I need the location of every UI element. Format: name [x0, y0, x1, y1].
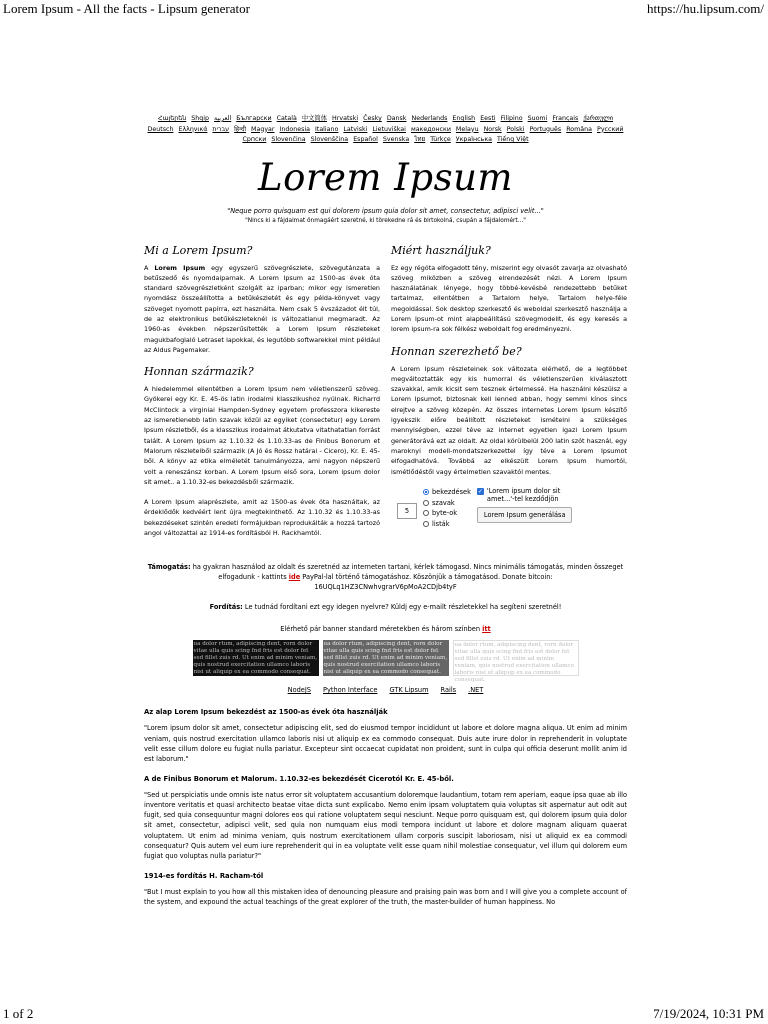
- quote: "Neque porro quisquam est qui dolorem ipsum quia dolor sit amet, consectetur, adipisci velit...": [227, 206, 544, 215]
- right-column: [391, 244, 627, 549]
- left-column: [144, 244, 380, 549]
- language-link[interactable]: Српски: [242, 136, 267, 143]
- page-content: [144, 114, 627, 917]
- language-link[interactable]: Español: [353, 136, 378, 143]
- banner-gray[interactable]: ua dolor rtum, adipiscing dent, rorn dolor vitae ulla quis scing fnd fris est dolor fet sed fillst zuis rd. Ut enim ad minim veniam, quis nostrud exercitation ullamco laboris nisi ut aliquip ex ea commodo consequat.: [323, 641, 448, 676]
- language-link[interactable]: ქართული: [583, 115, 614, 122]
- language-link[interactable]: हिन्दी: [234, 125, 247, 133]
- origin-text-1: A hiedelemmel ellentétben a Lorem Ipsum nem véletlenszerű szöveg. Gyökerei egy Kr. E. 45-ös latin irodalmi klasszikushoz nyúlnak. Richarrd McClintock a virginiai Hampden-Sydney egyetem professzora kikereste az ismeretlenebb latin szavak közül az egyiket (consectetur) egy Lorem Ipsum részletből, és a klasszikus irodalmat átkutatva vitathatatlan forrást talált. A Lorem Ipsum az 1.10.32 és 1.10.33-as de Finibus Bonorum et Malorum részleteiből származik (A Jó és Rossz határai - Cicero), Kr. E. 45-ből. A könyv az etika elméletét tanulmányozza, ami nagyon népszerű volt a reneszánsz korban. A Lorem Ipsum első sora, Lorem ipsum dolor sit amet.. a 1.10.32-es bekezdésből származik.: [144, 385, 380, 486]
- language-link[interactable]: Norsk: [483, 125, 502, 133]
- language-link[interactable]: Magyar: [251, 125, 275, 133]
- banner-light[interactable]: ua dolor rtum, adipiscing dent, rorn dolor vitae ulla quis scing fnd fris est dolor fet sed fillst zuis rd. Ut enim ad minim veniam, quis nostrud exercitation ullamco laboris nisi ut aliquip ex ea commodo consequat.: [453, 640, 579, 676]
- unit-option[interactable]: [423, 497, 471, 508]
- language-link[interactable]: Հայերեն: [157, 115, 187, 122]
- what-lead: A: [144, 263, 155, 272]
- logo: Lorem Ipsum: [258, 155, 513, 199]
- print-header: [0, 0, 768, 18]
- language-link[interactable]: ไทย: [414, 136, 426, 143]
- standard-heading-1: Az alap Lorem Ipsum bekezdést az 1500-as évek óta használják: [144, 708, 388, 717]
- tool-link[interactable]: Rails: [440, 686, 457, 695]
- language-link[interactable]: Eesti: [480, 115, 496, 122]
- language-link[interactable]: 中文简体: [301, 115, 328, 122]
- language-link[interactable]: Svenska: [382, 136, 410, 143]
- unit-option-label: szavak: [432, 498, 455, 507]
- language-link[interactable]: Català: [276, 115, 297, 122]
- what-text: [144, 263, 380, 356]
- print-title: Lorem Ipsum - All the facts - Lipsum generator: [3, 1, 250, 16]
- language-link[interactable]: Português: [529, 125, 562, 133]
- banner-samples: [144, 640, 627, 684]
- where-text: A Lorem Ipsum részleteinek sok változata elérhető, de a legtöbbet megváltoztatták egy kis humorral és véletlenszerűen kiválasztott szavakkal, amik kicsit sem tesznek értelmessé. Ha használni készülsz a Lorem Ipsumot, biztosnak kell lenned abban, hogy semmi kínos sincs elrejtve a szöveg közepén. Az összes internetes Lorem Ipsum készítő igyekszik előre beállított részleteket ismételni a szükséges mennyiségben, ezzel téve az internet egyetlen igazi Lorem Ipsum generátorává ezt az oldalt. Az oldal körülbelül 200 latin szót használ, egy maroknyi modell-mondatszerkezettel így téve a Lorem Ipsumot elfogadhatóvá. Továbbá az elkészült Lorem Ipsum humortól, ismétlődéstől vagy értelmetlen szavaktól mentes.: [391, 364, 627, 476]
- unit-option[interactable]: [423, 518, 471, 529]
- unit-option[interactable]: [423, 487, 471, 498]
- what-body: egy egyszerű szövegrészlete, szövegutánzata a betűszedő és nyomdaiparnak. A Lorem Ipsum az 1500-as évek óta standard szövegrészletként szolgált az iparban; mikor egy ismeretlen nyomdász összeállította a betűkészletét és egy példa-könyvet vagy szöveget nyomott papírra, ezt használta. Nem csak 5 évszázadot élt túl, de az elektronikus betűkészleteknél is változatlanul megmaradt. Az 1960-as években népszerűsítették a Lorem Ipsum részleteket magukbafoglaló Letraset lapokkal, és legutóbb softwarekkel mint például az Aldus Pagemaker.: [144, 263, 380, 354]
- banner-dark[interactable]: ua dolor rtum, adipiscing dent, rorn dolor vitae ulla quis scing fnd fris est dolor fet sed fillst zuis rd. Ut enim ad minim veniam, quis nostrud exercitation ullamco laboris nisi ut aliquip ex ea commodo consequat.: [193, 641, 318, 676]
- language-link[interactable]: Suomi: [527, 115, 548, 122]
- language-link[interactable]: Shqip: [191, 115, 210, 122]
- amount-input[interactable]: 5: [397, 503, 417, 519]
- language-link[interactable]: العربية: [214, 115, 232, 122]
- standard-passages: [144, 708, 627, 907]
- language-link[interactable]: Slovenčina: [271, 136, 306, 143]
- language-link[interactable]: Українська: [455, 136, 492, 143]
- start-with-lorem-checkbox[interactable]: ✓: [477, 487, 483, 495]
- language-link[interactable]: македонски: [410, 125, 451, 133]
- translation-block: [144, 602, 627, 612]
- language-link[interactable]: Türkçe: [430, 136, 451, 143]
- standard-text-1: "Lorem ipsum dolor sit amet, consectetur adipiscing elit, sed do eiusmod tempor incididunt ut labore et dolore magna aliqua. Ut enim ad minim veniam, quis nostrud exercitation ullamco laboris nisi ut aliquip ex ea commodo consequat. Duis aute irure dolor in reprehenderit in voluptate velit esse cillum dolore eu fugiat nulla pariatur. Excepteur sint occaecat cupidatat non proident, sunt in culpa qui officia deserunt mollit anim id est laborum.": [144, 724, 627, 764]
- language-link[interactable]: Indonesia: [279, 125, 310, 133]
- language-link[interactable]: Latviski: [343, 125, 368, 133]
- support-paypal-link[interactable]: ide: [288, 573, 301, 582]
- language-link[interactable]: Français: [552, 115, 579, 122]
- standard-heading-2: A de Finibus Bonorum et Malorum. 1.10.32-es bekezdését Cicerotól Kr. E. 45-ből.: [144, 774, 454, 783]
- radio-icon[interactable]: [423, 500, 429, 506]
- banners-link[interactable]: itt: [482, 625, 491, 634]
- language-links: [144, 114, 627, 146]
- bitcoin-address[interactable]: 16UQLq1HZ3CNwhvgrarV6pMoA2CDjb4tyF: [314, 583, 457, 592]
- support-label: Támogatás:: [147, 563, 191, 572]
- language-link[interactable]: Melayu: [455, 125, 479, 133]
- tool-link[interactable]: GTK Lipsum: [389, 686, 429, 695]
- banners-block: [144, 624, 627, 634]
- language-link[interactable]: Italiano: [315, 125, 339, 133]
- language-link[interactable]: Nederlands: [411, 115, 448, 122]
- language-link[interactable]: Hrvatski: [332, 115, 359, 122]
- language-link[interactable]: Lietuviškai: [372, 125, 406, 133]
- origin-heading: Honnan származik?: [144, 365, 254, 379]
- language-link[interactable]: Česky: [363, 115, 382, 122]
- language-link[interactable]: Tiếng Việt: [497, 136, 529, 143]
- why-text: Ez egy régóta elfogadott tény, miszerint egy olvasót zavarja az olvasható szöveg miközben a szöveg elrendezését nézi. A Lorem Ipsum használatának lényege, hogy többé-kevésbé rendezettebb betűket tartalmaz, ellentétben a Tartalom helye, Tartalom helye-féle megoldással. Sok desktop szerkesztő és weboldal szerkesztő használja a Lorem Ipsum-ot mint alapbeállítású szövegmodellt, és egy keresés a lorem ipsum-ra sok félkész weboldalt fog eredményezni.: [391, 263, 627, 334]
- what-bold: Lorem Ipsum: [154, 263, 206, 272]
- print-footer: [0, 1006, 768, 1024]
- unit-option-label: bekezdések: [432, 488, 471, 497]
- language-link[interactable]: עברית: [212, 125, 230, 133]
- radio-icon[interactable]: [423, 510, 429, 516]
- language-link[interactable]: Български: [236, 115, 272, 122]
- standard-heading-3: 1914-es fordítás H. Racham-tól: [144, 871, 264, 880]
- unit-options: [423, 487, 471, 529]
- origin-text-2: A Lorem Ipsum alaprészlete, amit az 1500-as évek óta használtak, az érdeklődők kedvéért lent újra megtekinthető. Az 1.10.32 és 1.10.33-as bekezdéseket szintén eredeti formájukban reprodukálták a hozzá tartozó angol változattal az 1914-es fordításból H. Rackhamtól.: [144, 498, 380, 538]
- start-with-lorem-label: 'Lorem ipsum dolor sit amet...'-tel kezdődjön: [486, 486, 561, 503]
- translation-label: Fordítás:: [209, 603, 243, 612]
- tool-link[interactable]: NodeJS: [287, 686, 311, 695]
- language-link[interactable]: Filipino: [500, 115, 523, 122]
- generator-form: [391, 487, 627, 529]
- language-link[interactable]: Dansk: [386, 115, 407, 122]
- generate-button[interactable]: Lorem Ipsum generálása: [477, 507, 573, 523]
- language-link[interactable]: English: [452, 115, 476, 122]
- where-heading: Honnan szerezhető be?: [391, 344, 522, 358]
- unit-option-label: byte-ok: [432, 509, 458, 518]
- tool-link[interactable]: .NET: [468, 686, 484, 695]
- radio-icon[interactable]: [423, 489, 429, 495]
- standard-text-3: "But I must explain to you how all this mistaken idea of denouncing pleasure and praising pain was born and I will give you a complete account of the system, and expound the actual teachings of the great explorer of the truth, the master-builder of human happiness. No: [144, 887, 627, 906]
- tool-link[interactable]: Python Interface: [322, 686, 378, 695]
- unit-option-label: listák: [432, 519, 450, 528]
- what-heading: Mi a Lorem Ipsum?: [144, 243, 253, 257]
- language-link[interactable]: Deutsch: [147, 125, 174, 133]
- radio-icon[interactable]: [423, 521, 429, 527]
- support-text-a: ha gyakran használod az oldalt és szeretnéd az interneten tartani, kérlek támogasd. Nincs minimális támogatás, minden összeget elfogadunk - kattints: [190, 563, 624, 582]
- tool-links: [144, 686, 627, 694]
- banners-text: Elérhető pár banner standard méretekben és három színben: [280, 625, 483, 634]
- language-link[interactable]: Polski: [506, 125, 525, 133]
- language-link[interactable]: Slovenščina: [310, 136, 349, 143]
- print-url: https://hu.lipsum.com/: [646, 1, 764, 16]
- support-block: [144, 562, 627, 592]
- language-link[interactable]: Ελληνικά: [178, 125, 208, 133]
- why-heading: Miért használjuk?: [391, 243, 491, 257]
- translation-text: Le tudnád fordítani ezt egy idegen nyelvre? Küldj egy e-mailt részletekkel ha segíteni szeretnél!: [242, 603, 562, 612]
- language-link[interactable]: Pyccкий: [597, 125, 624, 133]
- generator-right: [477, 487, 587, 523]
- print-page-number: 1 of 2: [3, 1006, 34, 1021]
- quote-translation: "Nincs ki a fájdalmat önmagáért szeretné, ki törekedne rá és birtokolná, csupán a fájdalomért...": [245, 217, 526, 224]
- support-text-b: PayPal-lal történő támogatáshoz. Köszönjük a támogatásod. Donate bitcoin:: [300, 573, 553, 582]
- print-datetime: 7/19/2024, 10:31 PM: [653, 1006, 764, 1021]
- language-link[interactable]: Româna: [566, 125, 592, 133]
- top-sections: [144, 244, 627, 549]
- unit-option[interactable]: [423, 508, 471, 519]
- standard-text-2: "Sed ut perspiciatis unde omnis iste natus error sit voluptatem accusantium doloremque laudantium, totam rem aperiam, eaque ipsa quae ab illo inventore veritatis et quasi architecto beatae vitae dicta sunt explicabo. Nemo enim ipsam voluptatem quia voluptas sit aspernatur aut odit aut fugit, sed quia consequuntur magni dolores eos qui ratione voluptatem sequi nesciunt. Neque porro quisquam est, qui dolorem ipsum quia dolor sit amet, consectetur, adipisci velit, sed quia non numquam eius modi tempora incidunt ut labore et dolore magnam aliquam quaerat voluptatem. Ut enim ad minima veniam, quis nostrum exercitationem ullam corporis suscipit laboriosam, nisi ut aliquid ex ea commodi consequatur? Quis autem vel eum iure reprehenderit qui in ea voluptate velit esse quam nihil molestiae consequatur, vel illum qui dolorem eum fugiat quo voluptas nulla pariatur?": [144, 790, 627, 861]
